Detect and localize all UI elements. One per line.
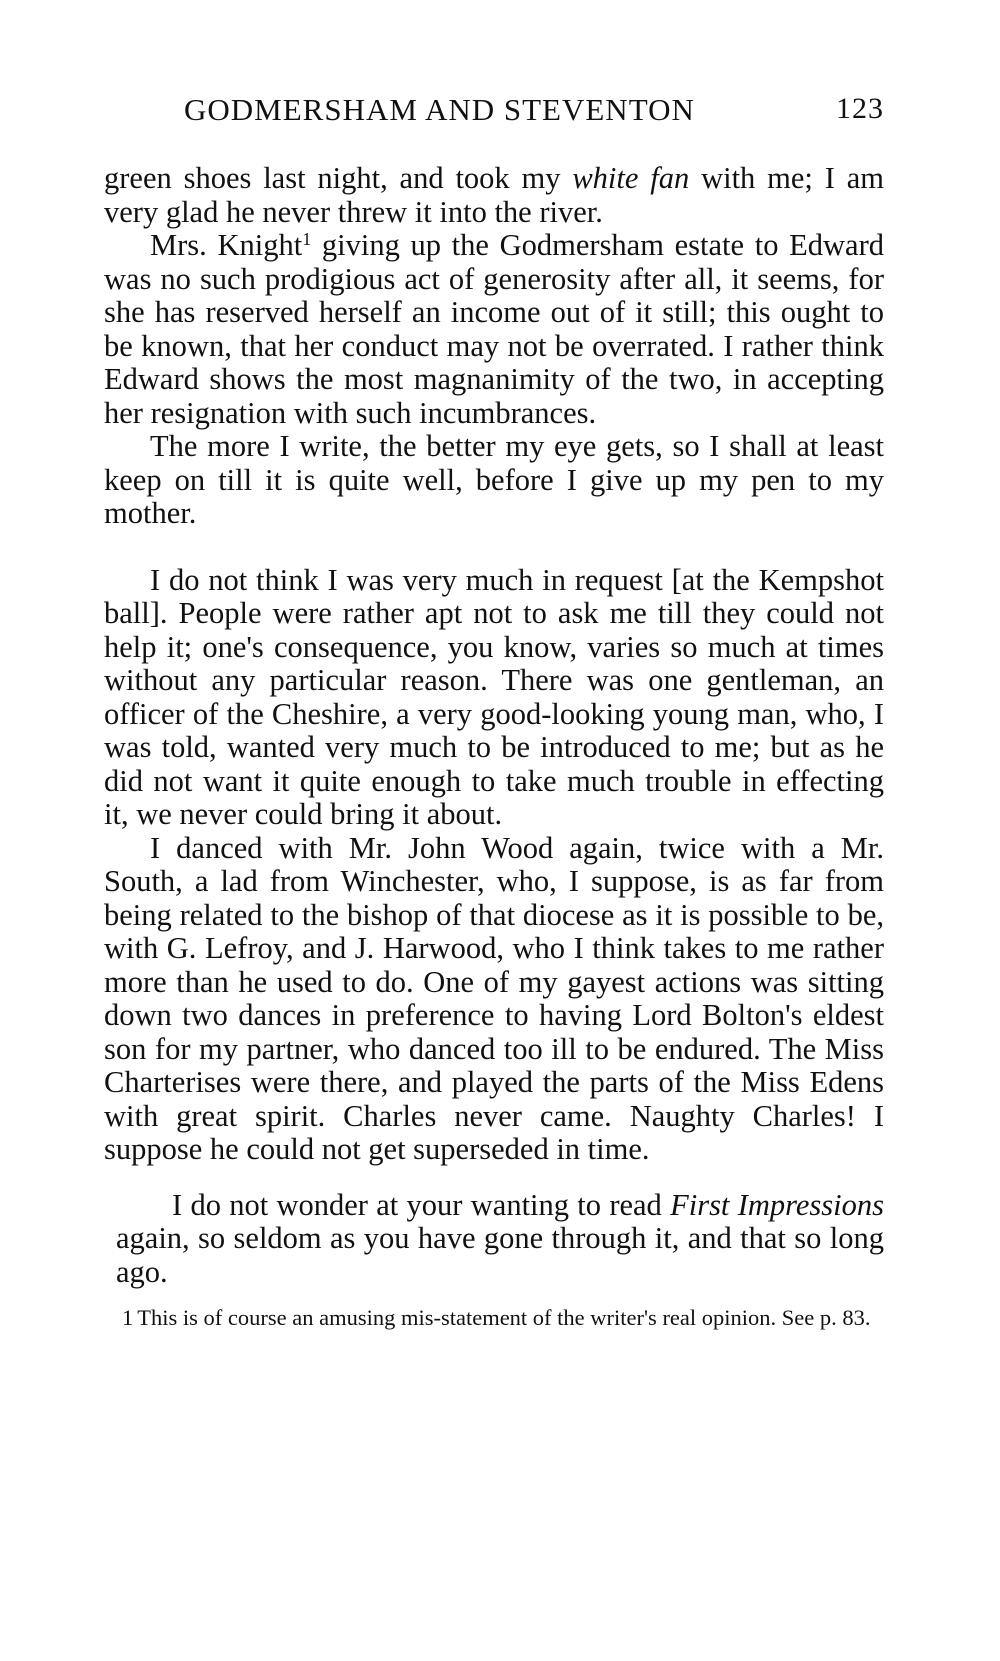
- running-header: [104, 92, 884, 138]
- book-page: [104, 92, 884, 1333]
- footnote-mark: 1: [122, 1305, 134, 1330]
- paragraph-2: [104, 229, 884, 430]
- paragraph-5: I danced with Mr. John Wood again, twice with a Mr. South, a lad from Winchester, who, I suppose, is as far from being related to the bishop of that diocese as it is possible to be, with G. Lefroy, and J. Harwood, who I think takes to me rather more than he used to do. One of my gayest actions was sitting down two dances in preference to having Lord Bolton's eldest son for my partner, who danced too ill to be endured. The Miss Charterises were there, and played the parts of the Miss Edens with great spirit. Charles never came. Naughty Charles! I suppose he could not get superseded in time.: [104, 830, 884, 1166]
- paragraph-1: [104, 162, 884, 229]
- paragraph-1-text: green shoes last night, and took my: [104, 161, 573, 195]
- page-number: 123: [836, 92, 884, 125]
- paragraph-1-end: with me; I am very glad he never threw it into the river.: [104, 161, 884, 229]
- paragraph-6: [104, 1189, 884, 1290]
- paragraph-3: The more I write, the better my eye gets, so I shall at least keep on till it is quite well, before I give up my pen to my mother.: [104, 429, 884, 530]
- footnote: [104, 1303, 884, 1333]
- paragraph-4: I do not think I was very much in request [at the Kempshot ball]. People were rather apt not to ask me till they could not help it; one's consequence, you know, varies so much at times without any particular reason. There was one gentleman, an officer of the Cheshire, a very good-looking young man, who, I was told, wanted very much to be introduced to me; but as he did not want it quite enough to take much trouble in effecting it, we never could bring it about.: [104, 562, 884, 831]
- body-text: [104, 162, 884, 1333]
- white-fan-italic: white fan: [572, 161, 690, 195]
- footnote-text: This is of course an amusing mis-statement of the writer's real opinion. See p. 83.: [137, 1305, 871, 1330]
- paragraph-2-end: giving up the Godmersham estate to Edward was no such prodigious act of generosity after all, it seems, for she has reserved herself an income out of it still; this ought to be known, that her conduct may not be overrated. I rather think Edward shows the most magnanimity of the two, in accepting her resignation with such incumbrances.: [104, 228, 884, 430]
- paragraph-6-start: I do not wonder at your wanting to read: [172, 1187, 671, 1222]
- paragraph-6-end: again, so seldom as you have gone through it, and that so long ago.: [116, 1221, 884, 1289]
- paragraph-2-start: Mrs. Knight: [150, 228, 303, 262]
- footnote-reference: 1: [302, 229, 312, 249]
- first-impressions-italic: First Impressions: [670, 1187, 884, 1222]
- running-title: GODMERSHAM AND STEVENTON: [184, 92, 695, 127]
